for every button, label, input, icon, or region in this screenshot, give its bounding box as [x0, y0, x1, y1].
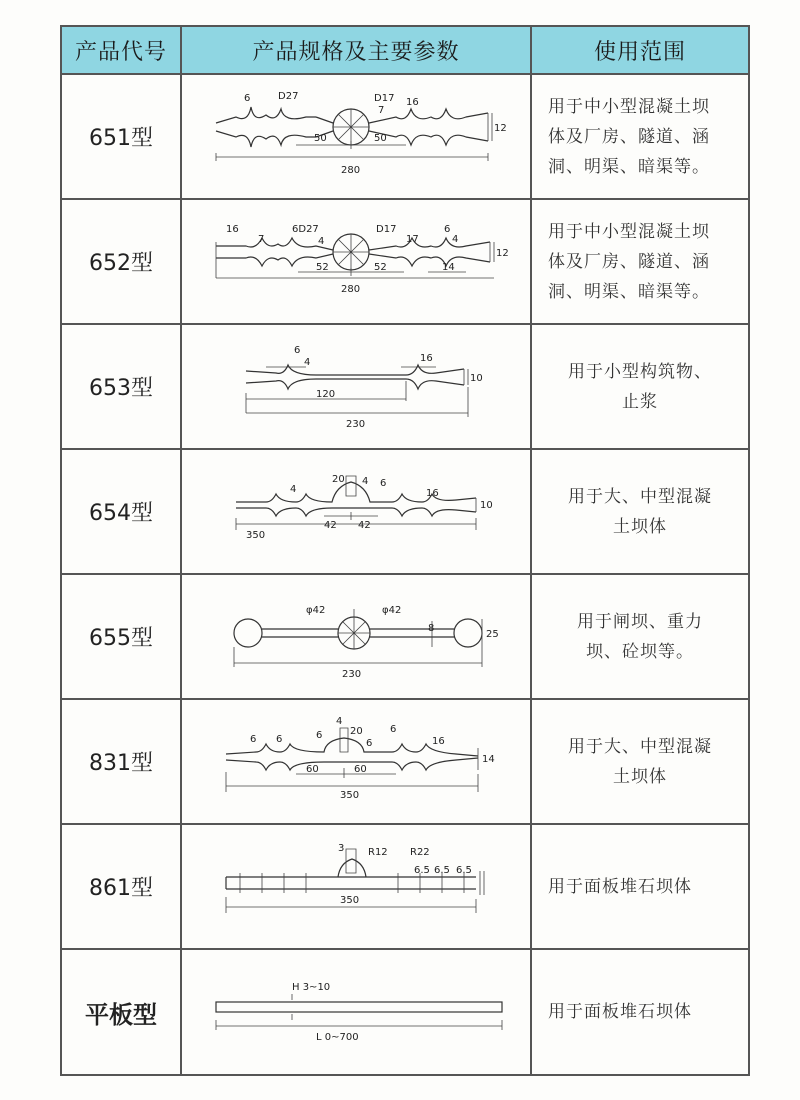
dimension-label: 6 — [244, 92, 251, 104]
section-drawing — [206, 462, 506, 562]
usage-line: 用于面板堆石坝体 — [548, 876, 692, 897]
dimension-label: 6 — [380, 477, 387, 489]
usage-text — [531, 74, 749, 199]
section-drawing — [206, 212, 509, 312]
dimension-label: 280 — [341, 164, 361, 176]
section-drawing — [206, 962, 506, 1062]
dimension-label: R22 — [410, 846, 430, 858]
dimension-label: 6 — [316, 729, 323, 741]
dimension-label: 52 — [374, 261, 387, 273]
table-row — [61, 199, 749, 324]
section-drawing — [206, 87, 506, 187]
dimension-label: 10 — [470, 372, 483, 384]
dimension-label: 7 — [258, 233, 265, 245]
dimension-label: 7 — [378, 104, 385, 116]
usage-line: 体及厂房、隧道、涵 — [548, 126, 710, 147]
usage-text — [531, 449, 749, 574]
table-row — [61, 699, 749, 824]
dimension-label: 16 — [406, 96, 419, 108]
product-code: 652型 — [61, 199, 181, 324]
dimension-label: 42 — [324, 519, 337, 531]
dimension-label: D27 — [278, 90, 299, 102]
dimension-label: 12 — [496, 247, 509, 259]
usage-text — [531, 949, 749, 1075]
spec-drawing-653 — [181, 324, 531, 449]
usage-line: 土坝体 — [613, 516, 667, 537]
spec-drawing-861 — [181, 824, 531, 949]
dimension-label: 350 — [340, 894, 360, 906]
spec-drawing-654 — [181, 449, 531, 574]
dimension-label: 60 — [354, 763, 367, 775]
product-code: 655型 — [61, 574, 181, 699]
dimension-label: 6D27 — [292, 223, 319, 235]
usage-line: 土坝体 — [613, 766, 667, 787]
dimension-label: 50 — [314, 132, 327, 144]
table-row — [61, 824, 749, 949]
dimension-label: H 3~10 — [292, 982, 331, 993]
dimension-label: 4 — [336, 715, 343, 727]
spec-drawing-831 — [181, 699, 531, 824]
dimension-label: D17 — [374, 92, 395, 104]
dimension-label: D17 — [376, 223, 397, 235]
usage-line: 用于中小型混凝土坝 — [548, 221, 710, 242]
usage-text — [531, 699, 749, 824]
usage-line: 洞、明渠、暗渠等。 — [548, 281, 710, 302]
usage-line: 止浆 — [622, 391, 658, 412]
spec-table — [60, 25, 750, 1076]
dimension-label: 25 — [486, 628, 499, 640]
dimension-label: 6 — [276, 733, 283, 745]
dimension-label: 350 — [340, 789, 360, 801]
product-code: 654型 — [61, 449, 181, 574]
header-row — [61, 26, 749, 74]
section-drawing — [206, 712, 506, 812]
dimension-label: 6 — [366, 737, 373, 749]
section-drawing — [206, 837, 506, 937]
dimension-label: 50 — [374, 132, 387, 144]
dimension-label: 230 — [346, 418, 366, 430]
usage-line: 用于面板堆石坝体 — [548, 1002, 692, 1022]
table-row — [61, 949, 749, 1075]
usage-text — [531, 824, 749, 949]
dimension-label: R12 — [368, 846, 388, 858]
usage-text — [531, 199, 749, 324]
dimension-label: 6 — [390, 723, 397, 735]
dimension-label: 4 — [304, 356, 311, 368]
product-code: 653型 — [61, 324, 181, 449]
dimension-label: 17 — [406, 233, 419, 245]
product-code: 831型 — [61, 699, 181, 824]
product-code: 651型 — [61, 74, 181, 199]
usage-text — [531, 574, 749, 699]
product-code: 861型 — [61, 824, 181, 949]
dimension-label: 3 — [338, 842, 345, 854]
dimension-label: 4 — [318, 235, 325, 247]
header-usage: 使用范围 — [531, 26, 749, 74]
spec-drawing-652 — [181, 199, 531, 324]
dimension-label: 42 — [358, 519, 371, 531]
usage-line: 坝、砼坝等。 — [586, 641, 694, 662]
usage-line: 用于闸坝、重力 — [577, 611, 703, 632]
usage-text — [531, 324, 749, 449]
usage-line: 用于大、中型混凝 — [568, 486, 712, 507]
table-row — [61, 574, 749, 699]
header-code: 产品代号 — [61, 26, 181, 74]
dimension-label: 4 — [452, 233, 459, 245]
dimension-label: 16 — [420, 352, 433, 364]
dimension-label: 8 — [428, 622, 435, 634]
dimension-label: 6.5 — [456, 864, 472, 876]
dimension-label: 230 — [342, 668, 362, 680]
dimension-label: 16 — [432, 735, 445, 747]
dimension-label: 16 — [426, 487, 439, 499]
dimension-label: 6 — [294, 344, 301, 356]
usage-line: 用于中小型混凝土坝 — [548, 96, 710, 117]
dimension-label: 6 — [250, 733, 257, 745]
dimension-label: 14 — [482, 753, 495, 765]
dimension-label: 120 — [316, 388, 336, 400]
table-row — [61, 324, 749, 449]
dimension-label: L 0~700 — [316, 1032, 359, 1043]
dimension-label: 6.5 — [414, 864, 430, 876]
dimension-label: 12 — [494, 122, 507, 134]
dimension-label: 4 — [290, 483, 297, 495]
usage-line: 用于大、中型混凝 — [568, 736, 712, 757]
dimension-label: 20 — [350, 725, 363, 737]
spec-drawing-651 — [181, 74, 531, 199]
dimension-label: 14 — [442, 261, 455, 273]
dimension-label: 6 — [444, 223, 451, 235]
usage-line: 体及厂房、隧道、涵 — [548, 251, 710, 272]
dimension-label: 280 — [341, 283, 361, 295]
dimension-label: 60 — [306, 763, 319, 775]
dimension-label: 4 — [362, 475, 369, 487]
table-row — [61, 74, 749, 199]
usage-line: 洞、明渠、暗渠等。 — [548, 156, 710, 177]
spec-drawing-flat — [181, 949, 531, 1075]
dimension-label: φ42 — [306, 604, 326, 616]
spec-drawing-655 — [181, 574, 531, 699]
dimension-label: φ42 — [382, 604, 402, 616]
dimension-label: 16 — [226, 223, 239, 235]
usage-line: 用于小型构筑物、 — [568, 361, 712, 382]
section-drawing — [206, 587, 506, 687]
table-row — [61, 449, 749, 574]
dimension-label: 6.5 — [434, 864, 450, 876]
dimension-label: 52 — [316, 261, 329, 273]
dimension-label: 20 — [332, 473, 345, 485]
header-spec: 产品规格及主要参数 — [181, 26, 531, 74]
dimension-label: 350 — [246, 529, 266, 541]
dimension-label: 10 — [480, 499, 493, 511]
product-code: 平板型 — [61, 949, 181, 1075]
section-drawing — [206, 337, 506, 437]
